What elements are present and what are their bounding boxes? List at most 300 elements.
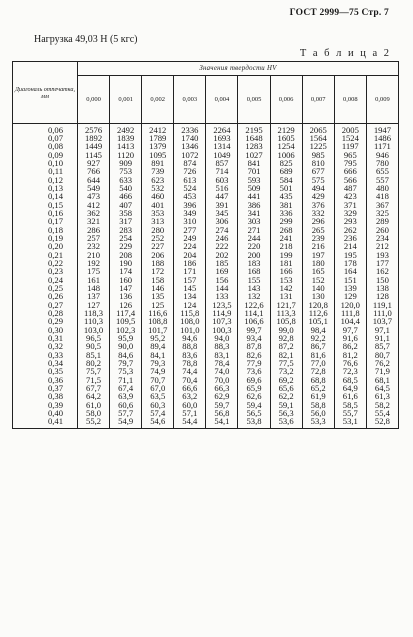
hardness-cell: 65,9: [238, 384, 270, 392]
hardness-cell: 60,3: [142, 400, 174, 409]
hardness-cell: 435: [270, 192, 302, 200]
diagonal-cell: 0,07: [13, 134, 78, 142]
hardness-cell: 73,2: [270, 367, 302, 375]
hardness-cell: 2195: [238, 124, 270, 135]
hardness-cell: 603: [206, 175, 238, 184]
hardness-cell: 116,6: [142, 309, 174, 317]
hardness-cell: 460: [142, 192, 174, 200]
hardness-cell: 252: [142, 234, 174, 242]
hardness-cell: 62,9: [206, 392, 238, 400]
hardness-cell: 516: [206, 184, 238, 192]
hardness-cell: 1049: [206, 150, 238, 159]
hardness-cell: 283: [110, 225, 142, 234]
diagonal-cell: 0,29: [13, 317, 78, 325]
hardness-cell: 1120: [110, 150, 142, 159]
hardness-cell: 234: [366, 234, 398, 242]
hardness-cell: 857: [206, 159, 238, 167]
hardness-cell: 166: [270, 267, 302, 275]
hardness-cell: 501: [270, 184, 302, 192]
table-row: [13, 192, 399, 200]
hardness-cell: 286: [78, 225, 110, 234]
hardness-cell: 391: [206, 200, 238, 209]
hardness-cell: 2412: [142, 124, 174, 135]
hardness-cell: 136: [110, 292, 142, 300]
hardness-cell: 81,6: [302, 350, 334, 359]
hardness-cell: 144: [206, 284, 238, 292]
hardness-cell: 549: [78, 184, 110, 192]
hardness-cell: 299: [270, 217, 302, 225]
hardness-cell: 138: [366, 284, 398, 292]
table-number: Т а б л и ц а 2: [299, 48, 391, 59]
hardness-cell: 195: [334, 250, 366, 259]
sub-column-header: 0,003: [174, 76, 206, 124]
diagonal-cell: 0,34: [13, 359, 78, 367]
hardness-cell: 927: [78, 159, 110, 167]
hardness-cell: 965: [334, 150, 366, 159]
hardness-cell: 208: [110, 250, 142, 259]
hardness-cell: 262: [334, 225, 366, 234]
hardness-cell: 1027: [238, 150, 270, 159]
table-row: [13, 142, 399, 150]
hardness-cell: 362: [78, 209, 110, 217]
diagonal-cell: 0,24: [13, 275, 78, 284]
hardness-cell: 57,7: [110, 409, 142, 417]
hardness-cell: 124: [174, 300, 206, 309]
hardness-cell: 214: [334, 242, 366, 250]
table-row: [13, 375, 399, 384]
hardness-cell: 82,6: [238, 350, 270, 359]
hardness-cell: 88,8: [174, 342, 206, 350]
hardness-cell: 92,2: [302, 334, 334, 342]
hardness-cell: 66,3: [206, 384, 238, 392]
hardness-cell: 118,3: [78, 309, 110, 317]
diagonal-cell: 0,09: [13, 150, 78, 159]
hardness-cell: 216: [302, 242, 334, 250]
hardness-cell: 222: [206, 242, 238, 250]
table-row: [13, 242, 399, 250]
hardness-cell: 174: [110, 267, 142, 275]
hardness-cell: 137: [78, 292, 110, 300]
diagonal-cell: 0,15: [13, 200, 78, 209]
table-row: [13, 334, 399, 342]
hardness-cell: 175: [78, 267, 110, 275]
diagonal-cell: 0,36: [13, 375, 78, 384]
hardness-cell: 135: [142, 292, 174, 300]
hardness-cell: 407: [110, 200, 142, 209]
hardness-cell: 54,4: [174, 417, 206, 429]
hardness-cell: 53,1: [334, 417, 366, 429]
diagonal-cell: 0,16: [13, 209, 78, 217]
hardness-cell: 1145: [78, 150, 110, 159]
hardness-cell: 101,0: [174, 325, 206, 334]
hardness-cell: 111,8: [334, 309, 366, 317]
hardness-cell: 133: [206, 292, 238, 300]
sub-column-header: 0,005: [238, 76, 270, 124]
hardness-cell: 1072: [174, 150, 206, 159]
hardness-cell: 101,7: [142, 325, 174, 334]
hardness-cell: 666: [334, 167, 366, 175]
hardness-cell: 95,2: [142, 334, 174, 342]
hardness-cell: 151: [334, 275, 366, 284]
hardness-cell: 1346: [174, 142, 206, 150]
hardness-cell: 540: [110, 184, 142, 192]
hardness-cell: 76,6: [334, 359, 366, 367]
table-row: [13, 175, 399, 184]
hardness-cell: 62,6: [238, 392, 270, 400]
diagonal-cell: 0,28: [13, 309, 78, 317]
hardness-cell: 341: [238, 209, 270, 217]
hardness-cell: 1197: [334, 142, 366, 150]
hardness-cell: 156: [206, 275, 238, 284]
hardness-cell: 1947: [366, 124, 398, 135]
hardness-cell: 54,9: [110, 417, 142, 429]
hardness-cell: 202: [206, 250, 238, 259]
hardness-cell: 480: [366, 184, 398, 192]
table-row: [13, 275, 399, 284]
hardness-cell: 70,0: [206, 375, 238, 384]
hardness-cell: 753: [110, 167, 142, 175]
hardness-cell: 280: [142, 225, 174, 234]
hardness-cell: 115,8: [174, 309, 206, 317]
hardness-cell: 114,1: [238, 309, 270, 317]
hardness-cell: 453: [174, 192, 206, 200]
table-row: [13, 124, 399, 135]
hardness-cell: 401: [142, 200, 174, 209]
sub-column-header: 0,001: [110, 76, 142, 124]
table-row: [13, 409, 399, 417]
hardness-cell: 246: [206, 234, 238, 242]
hardness-cell: 429: [302, 192, 334, 200]
hardness-cell: 473: [78, 192, 110, 200]
table-row: [13, 417, 399, 429]
diagonal-cell: 0,25: [13, 284, 78, 292]
hardness-cell: 68,1: [366, 375, 398, 384]
hardness-cell: 145: [174, 284, 206, 292]
hardness-cell: 186: [174, 259, 206, 267]
hardness-cell: 142: [270, 284, 302, 292]
hardness-cell: 689: [270, 167, 302, 175]
hardness-cell: 293: [334, 217, 366, 225]
hardness-cell: 441: [238, 192, 270, 200]
hardness-cell: 70,4: [174, 375, 206, 384]
hardness-cell: 61,9: [302, 392, 334, 400]
page-header: ГОСТ 2999—75 Стр. 7: [289, 8, 389, 18]
hardness-cell: 714: [206, 167, 238, 175]
hardness-cell: 75,7: [78, 367, 110, 375]
hardness-cell: 593: [238, 175, 270, 184]
hardness-cell: 701: [238, 167, 270, 175]
diagonal-cell: 0,38: [13, 392, 78, 400]
hardness-cell: 236: [334, 234, 366, 242]
hardness-cell: 105,1: [302, 317, 334, 325]
hardness-cell: 321: [78, 217, 110, 225]
hardness-cell: 55,7: [334, 409, 366, 417]
hardness-cell: 53,3: [302, 417, 334, 429]
hardness-cell: 129: [334, 292, 366, 300]
hardness-cell: 72,3: [334, 367, 366, 375]
hardness-cell: 2129: [270, 124, 302, 135]
hardness-cell: 633: [110, 175, 142, 184]
hardness-cell: 102,3: [110, 325, 142, 334]
hardness-cell: 140: [302, 284, 334, 292]
sub-column-header: 0,002: [142, 76, 174, 124]
hardness-cell: 795: [334, 159, 366, 167]
hardness-cell: 96,5: [78, 334, 110, 342]
hardness-cell: 1225: [302, 142, 334, 150]
hardness-cell: 134: [174, 292, 206, 300]
hardness-cell: 95,9: [110, 334, 142, 342]
hardness-cell: 190: [110, 259, 142, 267]
hardness-cell: 336: [270, 209, 302, 217]
hardness-cell: 127: [78, 300, 110, 309]
hardness-cell: 105,8: [270, 317, 302, 325]
hardness-cell: 157: [174, 275, 206, 284]
diagonal-cell: 0,41: [13, 417, 78, 429]
hardness-cell: 155: [238, 275, 270, 284]
sub-column-header: 0,000: [78, 76, 110, 124]
diagonal-cell: 0,27: [13, 300, 78, 309]
diagonal-cell: 0,10: [13, 159, 78, 167]
hardness-cell: 183: [238, 259, 270, 267]
hardness-cell: 58,5: [334, 400, 366, 409]
load-label: Нагрузка 49,03 Н (5 кгс): [34, 34, 138, 45]
table-row: [13, 250, 399, 259]
hardness-cell: 780: [366, 159, 398, 167]
hardness-cell: 103,7: [366, 317, 398, 325]
hardness-cell: 509: [238, 184, 270, 192]
hardness-cell: 82,1: [270, 350, 302, 359]
hardness-cell: 59,4: [238, 400, 270, 409]
hardness-cell: 106,6: [238, 317, 270, 325]
hardness-cell: 55,4: [366, 409, 398, 417]
hardness-cell: 891: [142, 159, 174, 167]
hardness-cell: 2264: [206, 124, 238, 135]
hardness-cell: 1254: [270, 142, 302, 150]
table-row: [13, 284, 399, 292]
hardness-cell: 161: [78, 275, 110, 284]
hardness-cell: 91,1: [366, 334, 398, 342]
hardness-cell: 147: [110, 284, 142, 292]
hardness-cell: 1006: [270, 150, 302, 159]
hardness-cell: 418: [366, 192, 398, 200]
hardness-cell: 80,7: [366, 350, 398, 359]
hardness-cell: 69,2: [270, 375, 302, 384]
diagonal-column-header: Диагональ отпечатка, мм: [13, 62, 78, 124]
hardness-cell: 739: [142, 167, 174, 175]
diagonal-cell: 0,22: [13, 259, 78, 267]
hardness-cell: 65,6: [270, 384, 302, 392]
hardness-cell: 376: [302, 200, 334, 209]
hardness-cell: 277: [174, 225, 206, 234]
hardness-cell: 160: [110, 275, 142, 284]
hardness-cell: 164: [334, 267, 366, 275]
hardness-cell: 349: [174, 209, 206, 217]
hardness-cell: 584: [270, 175, 302, 184]
hardness-cell: 212: [366, 242, 398, 250]
hardness-cell: 56,3: [270, 409, 302, 417]
hardness-cell: 71,9: [366, 367, 398, 375]
sub-column-header: 0,008: [334, 76, 366, 124]
hardness-cell: 575: [302, 175, 334, 184]
hardness-cell: 122,6: [238, 300, 270, 309]
hardness-cell: 810: [302, 159, 334, 167]
hardness-cell: 97,1: [366, 325, 398, 334]
hardness-cell: 329: [334, 209, 366, 217]
hardness-cell: 99,0: [270, 325, 302, 334]
hardness-cell: 132: [238, 292, 270, 300]
hardness-cell: 58,2: [366, 400, 398, 409]
hardness-cell: 150: [366, 275, 398, 284]
hardness-cell: 1648: [238, 134, 270, 142]
hardness-cell: 162: [366, 267, 398, 275]
hardness-cell: 64,9: [334, 384, 366, 392]
diagonal-cell: 0,23: [13, 267, 78, 275]
hardness-cell: 1171: [366, 142, 398, 150]
hardness-cell: 386: [238, 200, 270, 209]
hardness-cell: 466: [110, 192, 142, 200]
hardness-cell: 325: [366, 209, 398, 217]
hardness-cell: 97,7: [334, 325, 366, 334]
hardness-cell: 613: [174, 175, 206, 184]
hardness-cell: 909: [110, 159, 142, 167]
hardness-cell: 306: [206, 217, 238, 225]
hardness-cell: 55,2: [78, 417, 110, 429]
hardness-cell: 64,5: [366, 384, 398, 392]
table-row: [13, 317, 399, 325]
hardness-cell: 117,4: [110, 309, 142, 317]
hardness-cell: 1379: [142, 142, 174, 150]
hardness-cell: 125: [142, 300, 174, 309]
diagonal-cell: 0,37: [13, 384, 78, 392]
hardness-cell: 199: [270, 250, 302, 259]
hardness-cell: 229: [110, 242, 142, 250]
hardness-cell: 313: [142, 217, 174, 225]
table-row: [13, 150, 399, 159]
hardness-cell: 841: [238, 159, 270, 167]
diagonal-cell: 0,13: [13, 184, 78, 192]
diagonal-cell: 0,32: [13, 342, 78, 350]
hardness-cell: 59,1: [270, 400, 302, 409]
diagonal-cell: 0,14: [13, 192, 78, 200]
hardness-cell: 655: [366, 167, 398, 175]
hardness-cell: 2492: [110, 124, 142, 135]
hardness-cell: 121,7: [270, 300, 302, 309]
diagonal-cell: 0,11: [13, 167, 78, 175]
hardness-cell: 168: [238, 267, 270, 275]
hardness-cell: 265: [302, 225, 334, 234]
hardness-cell: 123,5: [206, 300, 238, 309]
hardness-cell: 90,5: [78, 342, 110, 350]
hardness-cell: 110,3: [78, 317, 110, 325]
hardness-cell: 69,6: [238, 375, 270, 384]
hardness-cell: 60,0: [174, 400, 206, 409]
hardness-cell: 56,0: [302, 409, 334, 417]
sub-column-header: 0,006: [270, 76, 302, 124]
hardness-cell: 2336: [174, 124, 206, 135]
hardness-cell: 87,8: [238, 342, 270, 350]
hardness-cell: 108,0: [174, 317, 206, 325]
hardness-cell: 120,0: [334, 300, 366, 309]
hardness-cell: 59,7: [206, 400, 238, 409]
hardness-cell: 148: [78, 284, 110, 292]
hardness-cell: 54,6: [142, 417, 174, 429]
hardness-cell: 524: [174, 184, 206, 192]
hardness-cell: 412: [78, 200, 110, 209]
hardness-cell: 77,5: [270, 359, 302, 367]
hardness-cell: 1693: [206, 134, 238, 142]
hardness-cell: 71,1: [110, 375, 142, 384]
hardness-cell: 557: [366, 175, 398, 184]
hardness-cell: 58,0: [78, 409, 110, 417]
hardness-cell: 1486: [366, 134, 398, 142]
hardness-cell: 1839: [110, 134, 142, 142]
hardness-cell: 224: [174, 242, 206, 250]
diagonal-cell: 0,20: [13, 242, 78, 250]
diagonal-cell: 0,17: [13, 217, 78, 225]
hardness-cell: 192: [78, 259, 110, 267]
hardness-cell: 200: [238, 250, 270, 259]
hardness-cell: 180: [302, 259, 334, 267]
hardness-cell: 204: [174, 250, 206, 259]
hardness-cell: 86,7: [302, 342, 334, 350]
diagonal-cell: 0,19: [13, 234, 78, 242]
hardness-cell: 268: [270, 225, 302, 234]
hardness-cell: 1605: [270, 134, 302, 142]
hardness-cell: 244: [238, 234, 270, 242]
hardness-cell: 76,2: [366, 359, 398, 367]
hardness-cell: 80,2: [78, 359, 110, 367]
hardness-cell: 232: [78, 242, 110, 250]
hardness-cell: 317: [110, 217, 142, 225]
hardness-cell: 249: [174, 234, 206, 242]
hardness-cell: 178: [334, 259, 366, 267]
table-row: [13, 217, 399, 225]
hardness-cell: 58,8: [302, 400, 334, 409]
hardness-cell: 57,4: [142, 409, 174, 417]
hardness-cell: 193: [366, 250, 398, 259]
hardness-cell: 1740: [174, 134, 206, 142]
hardness-cell: 63,5: [142, 392, 174, 400]
hardness-cell: 487: [334, 184, 366, 192]
hardness-cell: 61,0: [78, 400, 110, 409]
hardness-cell: 79,7: [110, 359, 142, 367]
diagonal-cell: 0,31: [13, 334, 78, 342]
hardness-cell: 153: [270, 275, 302, 284]
hardness-cell: 71,5: [78, 375, 110, 384]
table-row: [13, 325, 399, 334]
table-row: [13, 234, 399, 242]
hardness-cell: 1314: [206, 142, 238, 150]
hardness-cell: 119,1: [366, 300, 398, 309]
hardness-cell: 109,5: [110, 317, 142, 325]
hardness-cell: 54,1: [206, 417, 238, 429]
hardness-cell: 103,0: [78, 325, 110, 334]
hardness-cell: 100,3: [206, 325, 238, 334]
hardness-cell: 77,0: [302, 359, 334, 367]
hardness-cell: 99,7: [238, 325, 270, 334]
hardness-cell: 825: [270, 159, 302, 167]
hardness-values-header: Значения твердости HV: [78, 62, 399, 76]
hardness-cell: 70,7: [142, 375, 174, 384]
hardness-cell: 91,6: [334, 334, 366, 342]
hardness-cell: 1413: [110, 142, 142, 150]
hardness-cell: 158: [142, 275, 174, 284]
hardness-cell: 985: [302, 150, 334, 159]
hardness-cell: 345: [206, 209, 238, 217]
hardness-cell: 84,1: [142, 350, 174, 359]
hardness-cell: 220: [238, 242, 270, 250]
hardness-cell: 120,8: [302, 300, 334, 309]
